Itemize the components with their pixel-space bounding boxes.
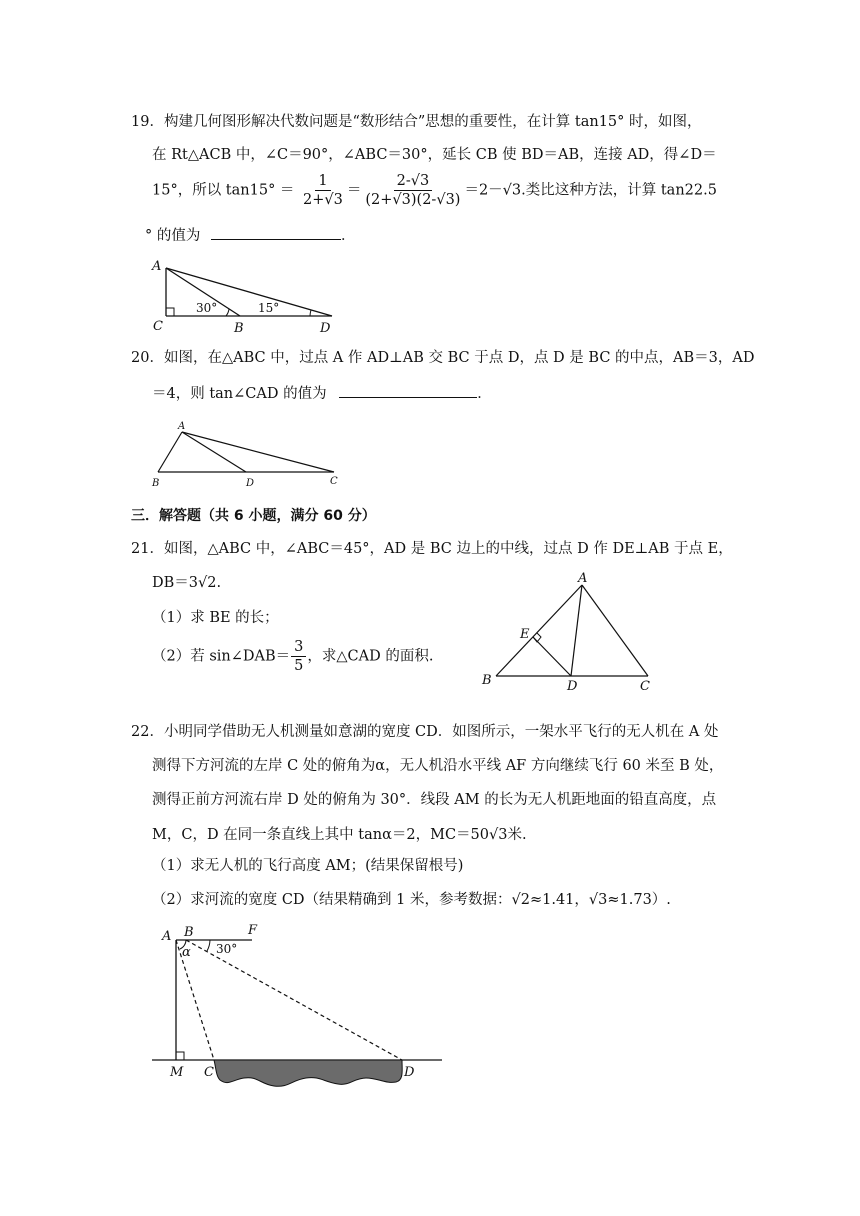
q21-seg-de: [533, 637, 571, 676]
q19-line1: [131, 112, 702, 132]
q19-line2: 在 Rt△ACB 中，∠C＝90°，∠ABC＝30°，延长 CB 使 BD＝AB，连接 AD，得∠D＝: [152, 147, 717, 163]
q22-text-1: 小明同学借助无人机测量如意湖的宽度 CD．如图所示，一架水平飞行的无人机在 A 处: [163, 724, 719, 740]
q19-label-b: B: [234, 321, 244, 336]
q22-figure: [150, 920, 450, 1090]
q21-frac-numerator: 3: [291, 638, 306, 657]
q20-number: 20．: [131, 350, 164, 366]
q21-label-d: D: [567, 679, 578, 694]
q21-seg-ad: [571, 585, 582, 676]
q21-line1: [131, 539, 733, 559]
q21-label-e: E: [520, 627, 530, 642]
q21-label-a: A: [578, 571, 588, 586]
section-3-title: 三．解答题（共 6 小题，满分 60 分）: [131, 508, 376, 524]
q19-seg-ad: [166, 268, 332, 316]
q22-label-m: M: [170, 1065, 184, 1080]
q22-label-b: B: [184, 925, 194, 940]
q22-label-a: A: [162, 929, 172, 944]
q20-figure: [150, 420, 350, 490]
q19-label-d: D: [320, 321, 331, 336]
q19-label-c: C: [153, 319, 163, 334]
q22-label-c: C: [204, 1065, 214, 1080]
q22-part2: （2）求河流的宽度 CD（结果精确到 1 米，参考数据：√2≈1.41，√3≈1.73）.: [152, 892, 671, 908]
q20-text-2: ＝4，则 tan∠CAD 的值为: [152, 386, 327, 402]
q21-part1: （1）求 BE 的长；: [152, 610, 279, 626]
q19-label-30: 30°: [196, 301, 218, 315]
q20-text-1: 如图，在△ABC 中，过点 A 作 AD⊥AB 交 BC 于点 D，点 D 是 BC 的中点，AB＝3，AD: [163, 350, 755, 366]
q19-arc-b: [226, 309, 229, 316]
q20-seg-ab: [158, 432, 182, 472]
q19-number: 19．: [131, 114, 164, 130]
q22-line3: 测得正前方河流右岸 D 处的俯角为 30°．线段 AM 的长为无人机距地面的铅直高度，点: [152, 792, 717, 808]
q20-seg-ad: [182, 432, 246, 472]
q19-frac1-denominator: 2+√3: [303, 192, 343, 208]
q19-arc-d: [310, 310, 311, 316]
q22-line1: [131, 722, 718, 742]
q19-text-1: 构建几何图形解决代数问题是“数形结合”思想的重要性，在计算 tan15° 时，如图，: [163, 114, 702, 130]
q20-label-c: C: [330, 476, 338, 487]
q20-label-d: D: [246, 478, 255, 489]
q19-frac2-denominator: (2+√3)(2-√3): [365, 192, 461, 208]
q20-label-a: A: [178, 421, 186, 432]
q20-label-b: B: [152, 478, 160, 489]
q20-answer-blank[interactable]: [339, 383, 477, 398]
q21-text-1: 如图，△ABC 中，∠ABC＝45°，AD 是 BC 边上的中线，过点 D 作 DE⊥AB 于点 E，: [163, 541, 733, 557]
q21-fraction: [291, 638, 306, 675]
q19-answer-blank[interactable]: [211, 225, 341, 240]
q20-line1: [131, 348, 754, 368]
q22-label-f: F: [248, 923, 258, 938]
q21-line2: DB＝3√2.: [152, 575, 222, 591]
q19-figure: [150, 256, 350, 336]
q22-line2: 测得下方河流的左岸 C 处的俯角为α，无人机沿水平线 AF 方向继续飞行 60 米至 B 处，: [152, 758, 724, 774]
q22-part1: （1）求无人机的飞行高度 AM；(结果保留根号): [152, 858, 464, 874]
q22-number: 22．: [131, 724, 164, 740]
q19-fraction-2: [362, 172, 463, 209]
q21-seg-ac: [582, 585, 648, 676]
q22-label-d: D: [404, 1065, 415, 1080]
q19-label-15: 15°: [258, 301, 280, 315]
q22-seg-bd-dashed: [186, 940, 402, 1060]
q21-figure: [478, 568, 668, 692]
q19-label-a: A: [152, 259, 162, 274]
q21-seg-ab: [496, 585, 582, 676]
q22-river: [214, 1060, 402, 1086]
q21-part2-prefix: （2）若 sin∠DAB＝: [152, 648, 291, 665]
q19-line3-suffix: ＝2－√3.类比这种方法，计算 tan22.5: [464, 182, 717, 199]
q21-part2: [152, 638, 433, 675]
q19-line3: 15°，所以 tan15° ＝ $\frac{1}{2+√3}$ ＝ $\frac{2-√3}{(2+√3)(2-√3)}$ ＝2－√3.类比这种方法，计算 tan22.5: [152, 173, 717, 208]
q22-line4: M，C，D 在同一条直线上其中 tanα＝2，MC＝50√3米.: [152, 827, 527, 843]
q19-right-angle-mark: [166, 308, 174, 316]
q22-label-alpha: α: [182, 945, 191, 960]
q19-frac2-numerator: 2-√3: [394, 172, 433, 191]
q22-label-30: 30°: [216, 942, 238, 956]
q20-line2: ＝4，则 tan∠CAD 的值为 ．: [152, 383, 492, 404]
q21-frac-denominator: 5: [294, 658, 304, 674]
q21-label-b: B: [482, 673, 492, 688]
q22-right-angle-mark: [176, 1052, 184, 1060]
q19-fraction-1: [300, 172, 346, 209]
q20-seg-ac: [182, 432, 334, 472]
q19-frac1-numerator: 1: [315, 172, 330, 191]
q21-part2-suffix: ，求△CAD 的面积.: [307, 648, 434, 665]
q19-line4-text: ° 的值为: [145, 228, 201, 244]
q19-line3-prefix: 15°，所以 tan15° ＝: [152, 182, 295, 199]
q21-number: 21．: [131, 541, 164, 557]
q21-label-c: C: [640, 679, 650, 694]
q22-arc-30: [207, 940, 210, 951]
q19-line4: ° 的值为 ．: [145, 225, 355, 246]
